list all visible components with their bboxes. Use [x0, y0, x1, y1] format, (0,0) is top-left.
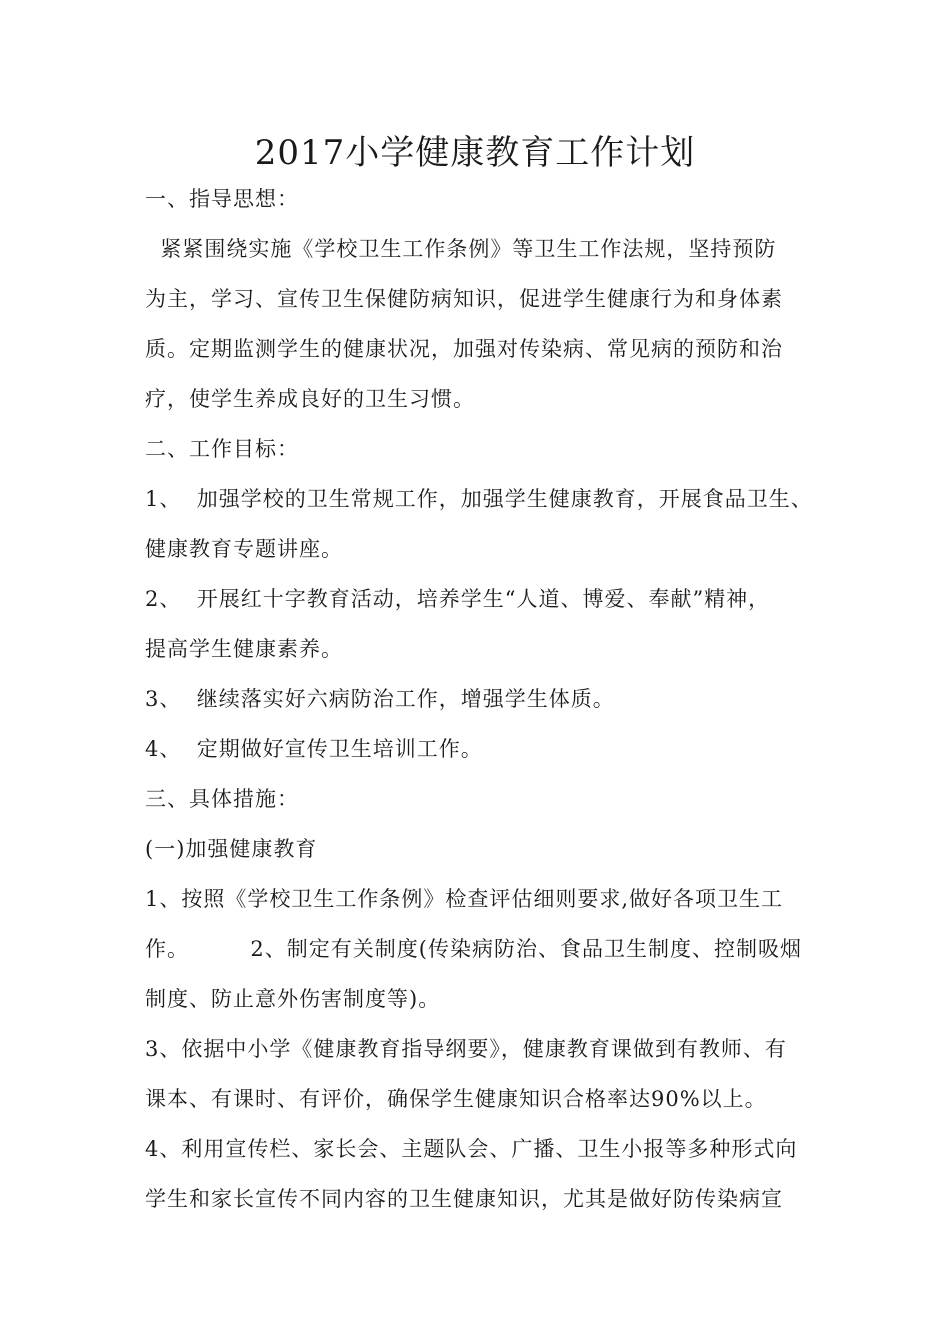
- text-line: 二、工作目标：: [145, 437, 299, 461]
- text-line: (一)加强健康教育: [145, 837, 318, 861]
- text-line: 学生和家长宣传不同内容的卫生健康知识，尤其是做好防传染病宣: [145, 1187, 783, 1211]
- text-line: 三、具体措施：: [145, 787, 299, 811]
- text-line: 1、按照《学校卫生工作条例》检查评估细则要求,做好各项卫生工: [145, 887, 784, 911]
- text-line: 4、 定期做好宣传卫生培训工作。: [145, 737, 483, 761]
- text-line: 作。 2、制定有关制度(传染病防治、食品卫生制度、控制吸烟: [145, 937, 802, 961]
- text-line: 课本、有课时、有评价，确保学生健康知识合格率达90%以上。: [145, 1087, 767, 1111]
- text-line: 1、 加强学校的卫生常规工作，加强学生健康教育，开展食品卫生、: [145, 487, 813, 511]
- text-line: 一、指导思想：: [145, 187, 299, 211]
- text-line: 紧紧围绕实施《学校卫生工作条例》等卫生工作法规，坚持预防: [145, 237, 777, 261]
- text-line: 提高学生健康素养。: [145, 637, 343, 661]
- text-line: 为主，学习、宣传卫生保健防病知识，促进学生健康行为和身体素: [145, 287, 783, 311]
- document-title: 2017小学健康教育工作计划: [254, 133, 696, 173]
- text-line: 3、 继续落实好六病防治工作，增强学生体质。: [145, 687, 615, 711]
- text-line: 质。定期监测学生的健康状况，加强对传染病、常见病的预防和治: [145, 337, 783, 361]
- text-line: 2、 开展红十字教育活动，培养学生“人道、博爱、奉献”精神，: [145, 587, 771, 611]
- text-line: 健康教育专题讲座。: [145, 537, 343, 561]
- text-line: 4、利用宣传栏、家长会、主题队会、广播、卫生小报等多种形式向: [145, 1137, 798, 1161]
- text-line: 3、依据中小学《健康教育指导纲要》，健康教育课做到有教师、有: [145, 1037, 787, 1061]
- text-line: 制度、防止意外伤害制度等)。: [145, 987, 441, 1011]
- text-line: 疗，使学生养成良好的卫生习惯。: [145, 387, 475, 411]
